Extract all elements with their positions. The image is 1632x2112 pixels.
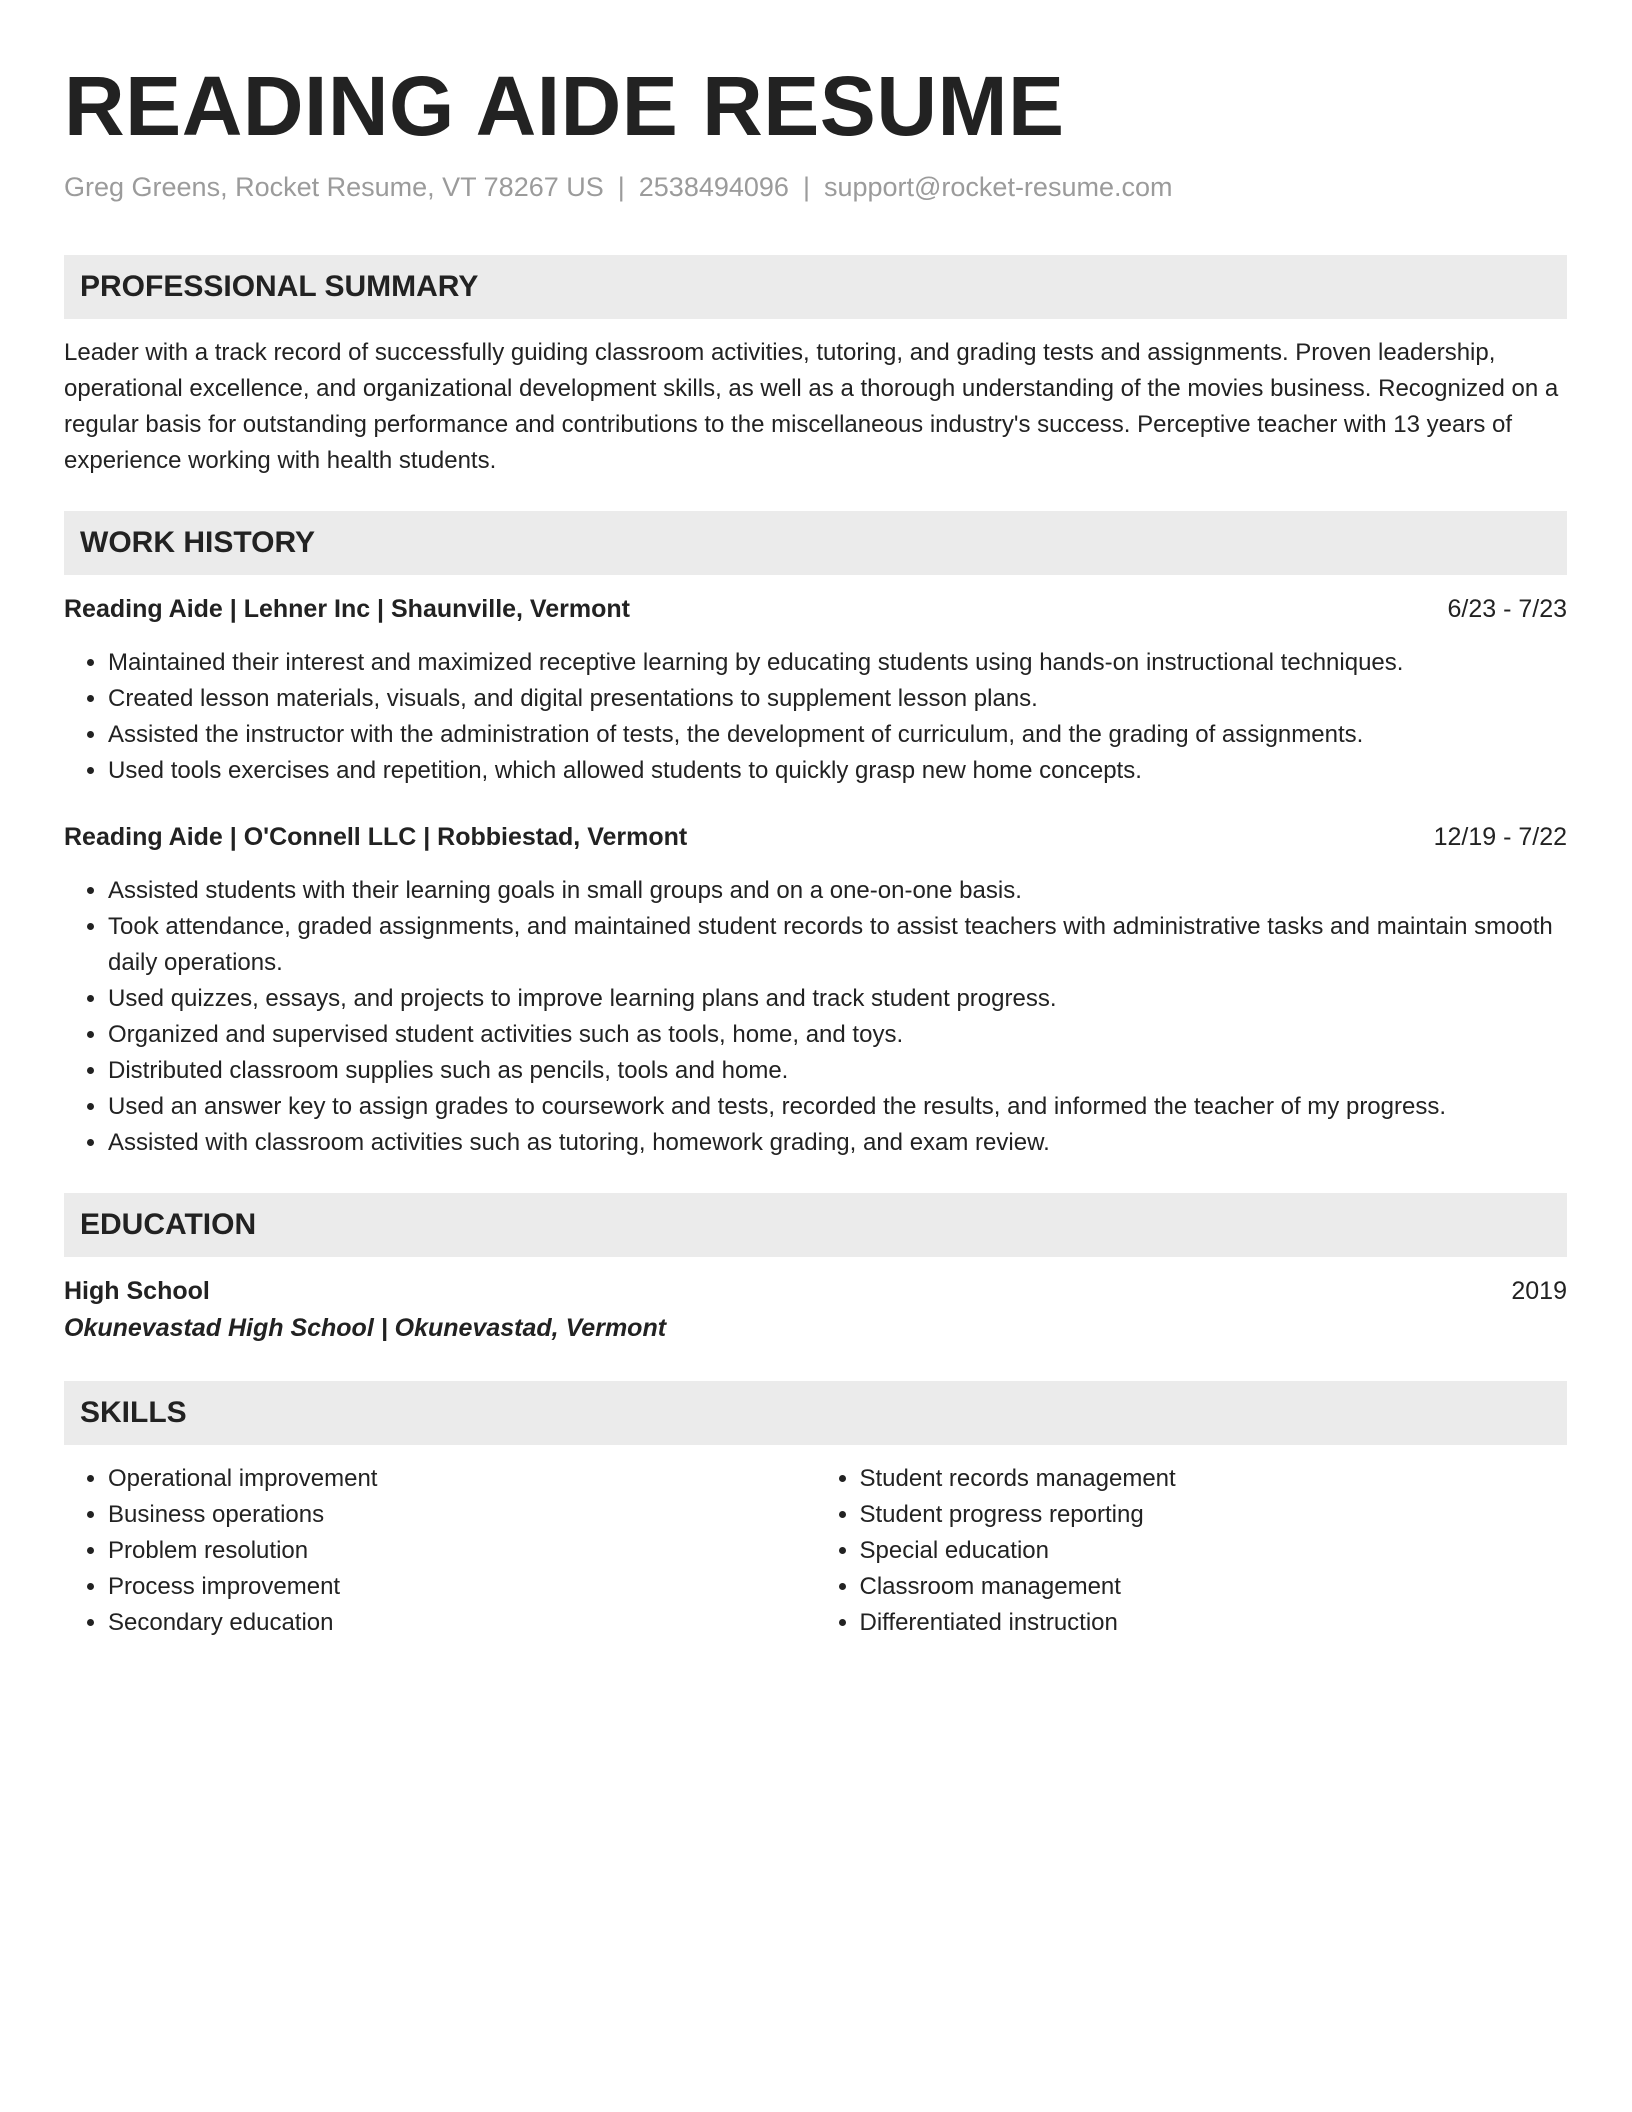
job-bullet: • Used tools exercises and repetition, which allowed students to quickly grasp new home concepts. (108, 753, 1567, 789)
skills-columns (64, 1461, 1567, 1641)
job-title: Reading Aide | O'Connell LLC | Robbiestad, Vermont (64, 823, 688, 851)
education-entry (64, 1273, 1567, 1347)
contact-separator: | (802, 172, 810, 202)
job-bullet: • Created lesson materials, visuals, and digital presentations to supplement lesson plans. (108, 681, 1567, 717)
summary-heading: PROFESSIONAL SUMMARY (64, 255, 1567, 319)
summary-text: Leader with a track record of successfully guiding classroom activities, tutoring, and grading tests and assignments. Proven leadership, operational excellence, and organizational development skills, as well as a thorough understanding of the movies business. Recognized on a regular basis for outstanding performance and contributions to the miscellaneous industry's success. Perceptive teacher with 13 years of experience working with health students. (64, 339, 1559, 474)
work-history-heading: WORK HISTORY (64, 511, 1567, 575)
job-bullet: • Assisted with classroom activities such as tutoring, homework grading, and exam review. (108, 1125, 1567, 1161)
job-bullet: • Organized and supervised student activities such as tools, home, and toys. (108, 1017, 1567, 1053)
contact-separator: | (617, 172, 625, 202)
job-dates: 12/19 - 7/22 (1433, 823, 1567, 851)
job-bullet: • Maintained their interest and maximized receptive learning by educating students using hands-on instructional techniques. (108, 645, 1567, 681)
job-bullets (64, 645, 1567, 789)
job-bullet: • Assisted the instructor with the administration of tests, the development of curriculum, and the grading of assignments. (108, 717, 1567, 753)
job-bullet: • Took attendance, graded assignments, and maintained student records to assist teachers with administrative tasks and maintain smooth daily operations. (108, 909, 1567, 981)
education-school: Okunevastad High School | Okunevastad, Vermont (64, 1314, 667, 1342)
skill-item: • Business operations (108, 1497, 816, 1533)
skill-item: • Operational improvement (108, 1461, 816, 1497)
skill-item: • Special education (860, 1533, 1568, 1569)
job-bullet: • Used an answer key to assign grades to coursework and tests, recorded the results, and informed the teacher of my progress. (108, 1089, 1567, 1125)
job-header (64, 819, 1567, 855)
contact-address: Greg Greens, Rocket Resume, VT 78267 US (64, 172, 604, 202)
job-dates: 6/23 - 7/23 (1447, 595, 1567, 623)
resume-title: READING AIDE RESUME (64, 59, 1065, 153)
skill-item: • Student records management (860, 1461, 1568, 1497)
skills-heading: SKILLS (64, 1381, 1567, 1445)
job-bullets (64, 873, 1567, 1161)
contact-line (64, 170, 1567, 204)
contact-phone: 2538494096 (638, 172, 789, 202)
education-degree: High School (64, 1277, 210, 1305)
skill-item: • Differentiated instruction (860, 1605, 1568, 1641)
skill-item: • Process improvement (108, 1569, 816, 1605)
job-entry (64, 819, 1567, 1161)
job-bullet: • Distributed classroom supplies such as pencils, tools and home. (108, 1053, 1567, 1089)
education-header (64, 1273, 1567, 1309)
skill-item: • Student progress reporting (860, 1497, 1568, 1533)
job-title: Reading Aide | Lehner Inc | Shaunville, Vermont (64, 595, 630, 623)
skill-item: • Problem resolution (108, 1533, 816, 1569)
education-year: 2019 (1511, 1277, 1567, 1305)
skills-list-right (816, 1461, 1568, 1641)
skill-item: • Classroom management (860, 1569, 1568, 1605)
skill-item: • Secondary education (108, 1605, 816, 1641)
job-entry (64, 591, 1567, 789)
job-bullet: • Assisted students with their learning goals in small groups and on a one-on-one basis. (108, 873, 1567, 909)
job-header (64, 591, 1567, 627)
job-bullet: • Used quizzes, essays, and projects to improve learning plans and track student progress. (108, 981, 1567, 1017)
contact-email: support@rocket-resume.com (823, 172, 1173, 202)
education-heading: EDUCATION (64, 1193, 1567, 1257)
resume-page (64, 0, 1567, 1641)
skills-list-left (64, 1461, 816, 1641)
